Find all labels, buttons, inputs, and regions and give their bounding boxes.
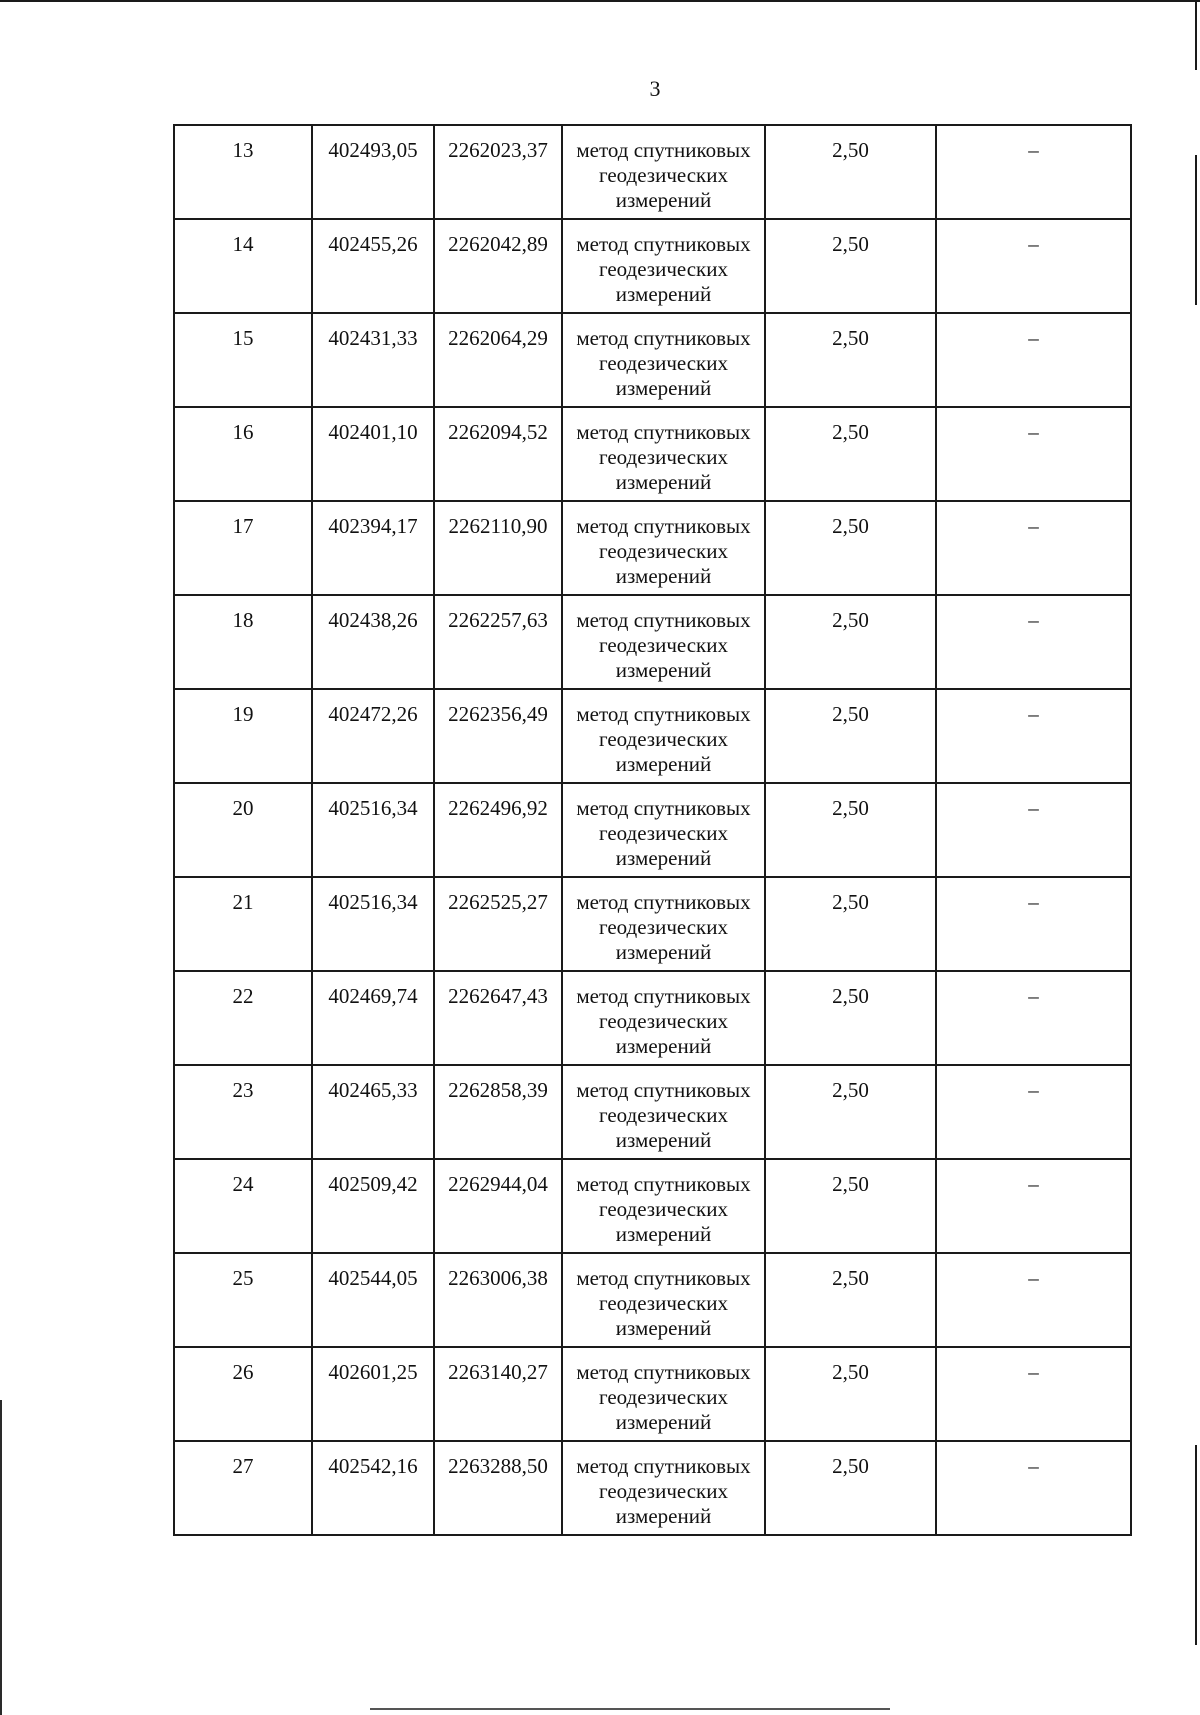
y-coordinate-cell: 2262094,52: [434, 407, 562, 501]
table-row: [174, 689, 1131, 783]
y-coordinate-cell: 2263140,27: [434, 1347, 562, 1441]
note-cell: –: [936, 125, 1131, 219]
accuracy-cell: 2,50: [765, 783, 936, 877]
method-cell: метод спутниковых геодезических измерений: [562, 783, 765, 877]
accuracy-cell: 2,50: [765, 1441, 936, 1535]
point-number-cell: 27: [174, 1441, 312, 1535]
point-number-cell: 15: [174, 313, 312, 407]
point-number-cell: 22: [174, 971, 312, 1065]
table-row: [174, 1347, 1131, 1441]
table-row: [174, 971, 1131, 1065]
method-cell: метод спутниковых геодезических измерений: [562, 501, 765, 595]
accuracy-cell: 2,50: [765, 501, 936, 595]
scan-edge-right-bottom: [1195, 1445, 1197, 1645]
scan-edge-right-lower: [1195, 155, 1197, 305]
y-coordinate-cell: 2263288,50: [434, 1441, 562, 1535]
point-number-cell: 14: [174, 219, 312, 313]
note-cell: –: [936, 689, 1131, 783]
method-cell: метод спутниковых геодезических измерений: [562, 1347, 765, 1441]
accuracy-cell: 2,50: [765, 219, 936, 313]
table-row: [174, 125, 1131, 219]
x-coordinate-cell: 402469,74: [312, 971, 434, 1065]
table-row: [174, 501, 1131, 595]
note-cell: –: [936, 407, 1131, 501]
table-row: [174, 1159, 1131, 1253]
note-cell: –: [936, 1347, 1131, 1441]
table-row: [174, 1253, 1131, 1347]
method-cell: метод спутниковых геодезических измерений: [562, 1159, 765, 1253]
scan-edge-bottom: [370, 1708, 890, 1710]
point-number-cell: 19: [174, 689, 312, 783]
table-row: [174, 877, 1131, 971]
accuracy-cell: 2,50: [765, 1347, 936, 1441]
point-number-cell: 24: [174, 1159, 312, 1253]
accuracy-cell: 2,50: [765, 877, 936, 971]
accuracy-cell: 2,50: [765, 595, 936, 689]
table-row: [174, 313, 1131, 407]
accuracy-cell: 2,50: [765, 407, 936, 501]
x-coordinate-cell: 402401,10: [312, 407, 434, 501]
table-row: [174, 1441, 1131, 1535]
point-number-cell: 16: [174, 407, 312, 501]
y-coordinate-cell: 2262042,89: [434, 219, 562, 313]
point-number-cell: 25: [174, 1253, 312, 1347]
page-number: 3: [649, 76, 661, 101]
y-coordinate-cell: 2262356,49: [434, 689, 562, 783]
y-coordinate-cell: 2262525,27: [434, 877, 562, 971]
note-cell: –: [936, 877, 1131, 971]
note-cell: –: [936, 1159, 1131, 1253]
note-cell: –: [936, 1065, 1131, 1159]
table-row: [174, 595, 1131, 689]
x-coordinate-cell: 402472,26: [312, 689, 434, 783]
point-number-cell: 18: [174, 595, 312, 689]
method-cell: метод спутниковых геодезических измерений: [562, 689, 765, 783]
x-coordinate-cell: 402394,17: [312, 501, 434, 595]
point-number-cell: 26: [174, 1347, 312, 1441]
x-coordinate-cell: 402601,25: [312, 1347, 434, 1441]
note-cell: –: [936, 595, 1131, 689]
accuracy-cell: 2,50: [765, 689, 936, 783]
point-number-cell: 23: [174, 1065, 312, 1159]
scan-edge-left: [0, 1400, 2, 1715]
table-row: [174, 783, 1131, 877]
note-cell: –: [936, 783, 1131, 877]
y-coordinate-cell: 2262858,39: [434, 1065, 562, 1159]
x-coordinate-cell: 402544,05: [312, 1253, 434, 1347]
method-cell: метод спутниковых геодезических измерений: [562, 313, 765, 407]
point-number-cell: 21: [174, 877, 312, 971]
x-coordinate-cell: 402455,26: [312, 219, 434, 313]
accuracy-cell: 2,50: [765, 125, 936, 219]
accuracy-cell: 2,50: [765, 313, 936, 407]
x-coordinate-cell: 402509,42: [312, 1159, 434, 1253]
method-cell: метод спутниковых геодезических измерений: [562, 971, 765, 1065]
method-cell: метод спутниковых геодезических измерений: [562, 125, 765, 219]
method-cell: метод спутниковых геодезических измерений: [562, 877, 765, 971]
point-number-cell: 13: [174, 125, 312, 219]
note-cell: –: [936, 971, 1131, 1065]
note-cell: –: [936, 1253, 1131, 1347]
coordinates-table-body: [174, 125, 1131, 1535]
note-cell: –: [936, 219, 1131, 313]
accuracy-cell: 2,50: [765, 1065, 936, 1159]
y-coordinate-cell: 2262064,29: [434, 313, 562, 407]
y-coordinate-cell: 2262647,43: [434, 971, 562, 1065]
method-cell: метод спутниковых геодезических измерений: [562, 407, 765, 501]
scan-edge-right: [1195, 0, 1197, 70]
y-coordinate-cell: 2262110,90: [434, 501, 562, 595]
table-row: [174, 407, 1131, 501]
coordinates-table: [173, 124, 1132, 1536]
accuracy-cell: 2,50: [765, 1253, 936, 1347]
point-number-cell: 17: [174, 501, 312, 595]
note-cell: –: [936, 1441, 1131, 1535]
method-cell: метод спутниковых геодезических измерений: [562, 1065, 765, 1159]
x-coordinate-cell: 402431,33: [312, 313, 434, 407]
method-cell: метод спутниковых геодезических измерений: [562, 595, 765, 689]
scan-edge-top: [0, 0, 1200, 2]
method-cell: метод спутниковых геодезических измерений: [562, 1253, 765, 1347]
y-coordinate-cell: 2263006,38: [434, 1253, 562, 1347]
accuracy-cell: 2,50: [765, 971, 936, 1065]
y-coordinate-cell: 2262944,04: [434, 1159, 562, 1253]
x-coordinate-cell: 402438,26: [312, 595, 434, 689]
method-cell: метод спутниковых геодезических измерений: [562, 219, 765, 313]
table-row: [174, 219, 1131, 313]
method-cell: метод спутниковых геодезических измерений: [562, 1441, 765, 1535]
x-coordinate-cell: 402516,34: [312, 783, 434, 877]
x-coordinate-cell: 402493,05: [312, 125, 434, 219]
y-coordinate-cell: 2262023,37: [434, 125, 562, 219]
note-cell: –: [936, 501, 1131, 595]
note-cell: –: [936, 313, 1131, 407]
x-coordinate-cell: 402516,34: [312, 877, 434, 971]
accuracy-cell: 2,50: [765, 1159, 936, 1253]
point-number-cell: 20: [174, 783, 312, 877]
x-coordinate-cell: 402542,16: [312, 1441, 434, 1535]
y-coordinate-cell: 2262257,63: [434, 595, 562, 689]
y-coordinate-cell: 2262496,92: [434, 783, 562, 877]
table-row: [174, 1065, 1131, 1159]
x-coordinate-cell: 402465,33: [312, 1065, 434, 1159]
